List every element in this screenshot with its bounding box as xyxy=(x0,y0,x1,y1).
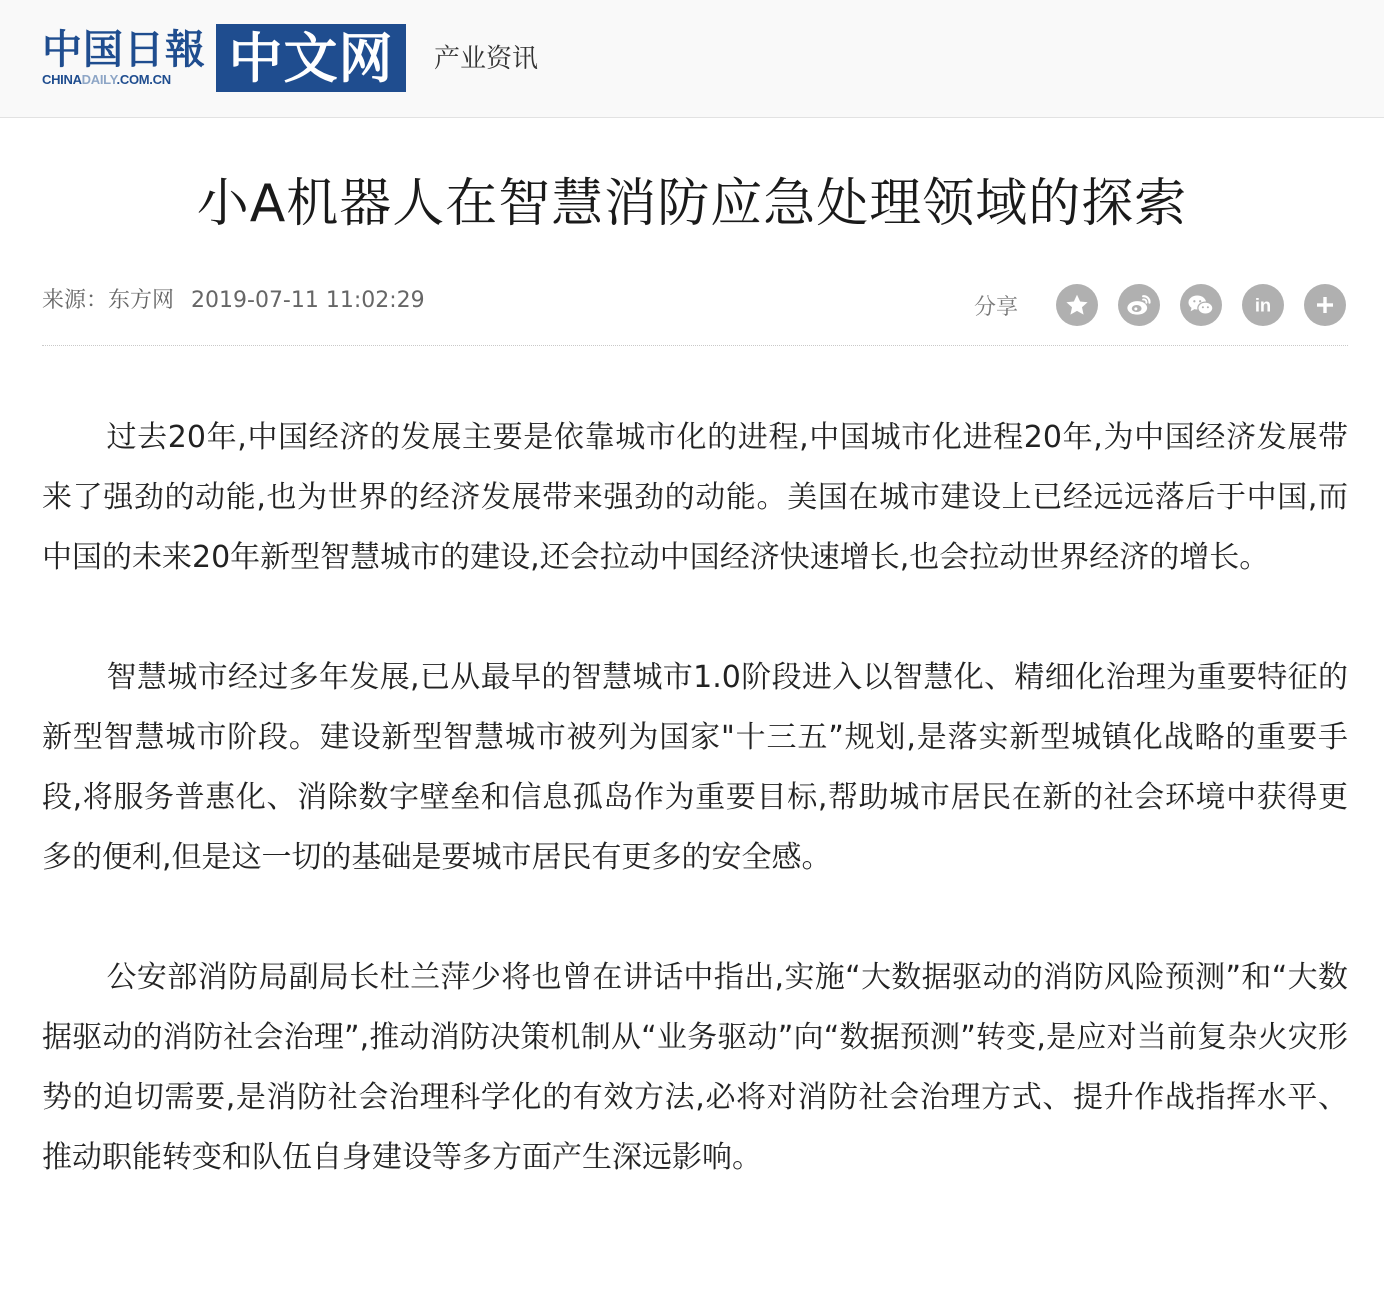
share-wechat-button[interactable] xyxy=(1180,284,1222,326)
article-title: 小A机器人在智慧消防应急处理领域的探索 xyxy=(196,174,1188,234)
logo-wordmark xyxy=(42,24,212,92)
plus-icon xyxy=(1313,293,1337,317)
article-meta xyxy=(42,286,435,316)
share-weibo-button[interactable] xyxy=(1118,284,1160,326)
article-source: 来源：东方网 xyxy=(42,288,175,313)
linkedin-icon xyxy=(1250,292,1276,318)
article-body xyxy=(42,408,1348,1248)
china-daily-logo[interactable] xyxy=(42,24,406,92)
share-label: 分享 xyxy=(973,294,1018,320)
logo-en-light: DAILY xyxy=(81,72,117,87)
meta-divider xyxy=(42,345,1348,346)
share-linkedin-button[interactable] xyxy=(1242,284,1284,326)
linkedin-icon-text: in xyxy=(1254,294,1272,316)
share-favorite-button[interactable] xyxy=(1056,284,1098,326)
wechat-icon xyxy=(1186,290,1216,320)
logo-en-tail: .COM.CN xyxy=(116,72,171,87)
logo-zhongwenwang-box: 中文网 xyxy=(216,24,406,92)
section-link-industry-news[interactable]: 产业资讯 xyxy=(434,44,539,74)
site-header xyxy=(0,0,1384,118)
logo-english-text xyxy=(42,72,212,88)
logo-en-dark: CHINA xyxy=(42,72,82,87)
share-more-button[interactable] xyxy=(1304,284,1346,326)
article-paragraph-1: 过去20年,中国经济的发展主要是依靠城市化的进程,中国城市化进程20年,为中国经济发展带来了强劲的动能,也为世界的经济发展带来强劲的动能。美国在城市建设上已经远远落后于中国,而中国的未来20年新型智慧城市的建设,还会拉动中国经济快速增长,也会拉动世界经济的增长。 xyxy=(42,420,1348,575)
article-paragraph-3: 公安部消防局副局长杜兰萍少将也曾在讲话中指出,实施“大数据驱动的消防风险预测”和“大数据驱动的消防社会治理”,推动消防决策机制从“业务驱动”向“数据预测”转变,是应对当前复杂火灾形势的迫切需要,是消防社会治理科学化的有效方法,必将对消防社会治理方式、提升作战指挥水平、推动职能转变和队伍自身建设等多方面产生深远影响。 xyxy=(42,960,1348,1175)
star-icon xyxy=(1064,292,1090,318)
logo-chinese-text: 中国日報 xyxy=(42,26,206,73)
weibo-icon xyxy=(1125,291,1153,319)
article-paragraph-2: 智慧城市经过多年发展,已从最早的智慧城市1.0阶段进入以智慧化、精细化治理为重要特征的新型智慧城市阶段。建设新型智慧城市被列为国家"十三五”规划,是落实新型城镇化战略的重要手段,将服务普惠化、消除数字壁垒和信息孤岛作为重要目标,帮助城市居民在新的社会环境中获得更多的便利,但是这一切的基础是要城市居民有更多的安全感。 xyxy=(42,660,1348,875)
share-bar xyxy=(974,284,1346,326)
article-datetime: 2019-07-11 11:02:29 xyxy=(191,288,425,313)
